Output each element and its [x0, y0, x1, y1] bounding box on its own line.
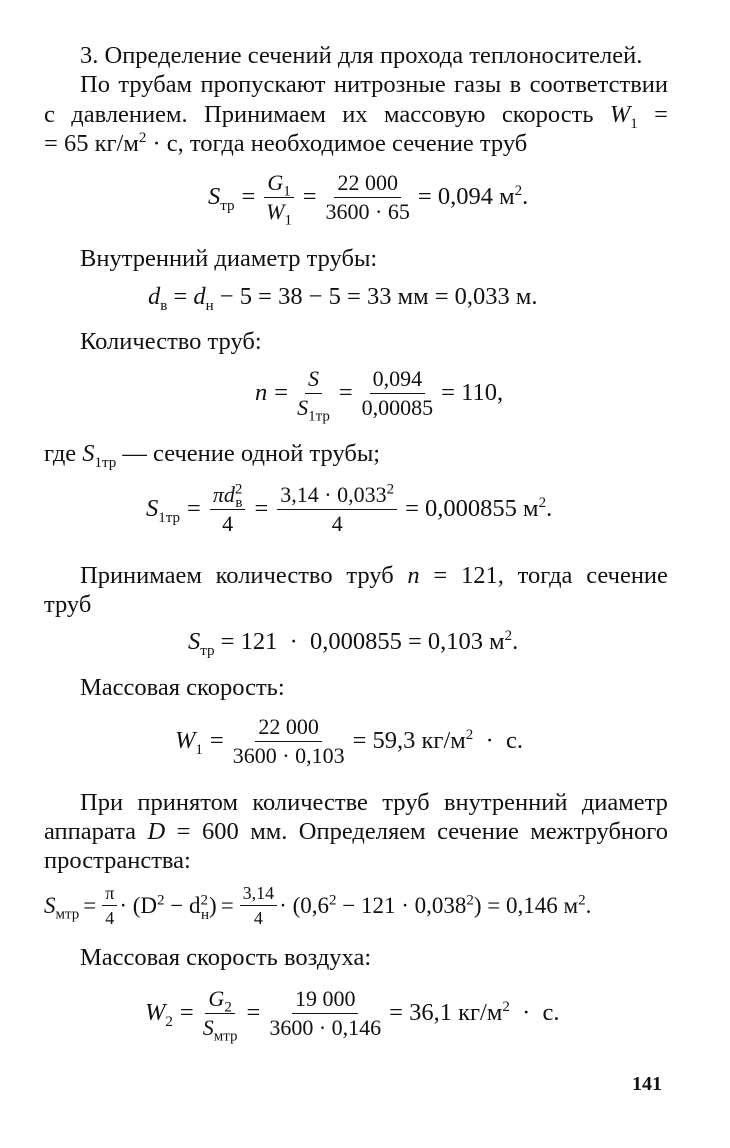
fraction: $\frac{22 000}{3600 \cdot 0,103}$: [232, 714, 345, 768]
word: количестве: [252, 789, 368, 816]
word: Определяем: [298, 818, 426, 845]
inner-diameter-label: Внутренний диаметр трубы:: [80, 245, 378, 272]
word: 121,: [461, 562, 504, 589]
paragraph-1-line-2: [44, 101, 668, 132]
word: При: [80, 789, 124, 816]
word: диаметр: [581, 789, 668, 816]
fraction: $\frac{3,14}{4}$: [240, 884, 278, 927]
where-line: где $S_{1тр}$ — сечение одной трубы;: [44, 440, 381, 471]
fraction: $\frac{S}{S_{1тр}}$: [297, 366, 330, 425]
tube-count-label: Количество труб:: [80, 328, 262, 355]
equation-s-tr-121: $S_{тр} = 121 \cdot 0,000855 = 0,103$ $м^2$.: [188, 627, 519, 659]
paragraph-1-line-1: [80, 73, 668, 98]
equation-w1: $W_1$ = $\frac{22 000}{3600 \cdot 0,103}$ = 59,3 $кг/м^2 \cdot с$.: [175, 714, 523, 768]
word: соответствии: [529, 71, 668, 98]
word: межтрубного: [530, 818, 668, 845]
word: с: [44, 101, 55, 128]
air-mass-speed-label: Массовая скорость воздуха:: [80, 944, 372, 971]
fraction: $\frac{G_1}{W_1}$: [266, 170, 292, 229]
word: принятом: [137, 789, 238, 816]
equation-s-1tr: $S_{1тр}$ = $\frac{\pi d^2_в}{4}$ = $\frac{3,14 \cdot 0,033^2}{4}$ = 0,000855 $м^2$.: [146, 481, 553, 536]
word: в: [509, 71, 522, 98]
word: внутренний: [443, 789, 568, 816]
section-heading: 3. Определение сечений для прохода теплоносителей.: [80, 42, 643, 69]
fraction: $\frac{G_2}{S_{мтр}}$: [202, 986, 238, 1045]
word: их: [342, 101, 368, 128]
word: n: [407, 562, 420, 589]
word: По: [80, 71, 110, 98]
fraction: $\frac{3,14 \cdot 0,033^2}{4}$: [277, 484, 397, 535]
paragraph-1-line-3: = 65 $кг/м^2 \cdot с$, тогда необходимое сечение труб: [44, 129, 528, 157]
word: 600: [201, 818, 239, 845]
mass-speed-label: Массовая скорость:: [80, 674, 285, 701]
word: мм.: [250, 818, 288, 845]
fraction: $\frac{19 000}{3600 \cdot 0,146}$: [269, 986, 382, 1040]
fraction: $\frac{0,094}{0,00085}$: [361, 366, 434, 420]
word: пропускают: [200, 71, 326, 98]
equation-s-mtr: $S_{мтр}$ = $\frac{\pi}{4}$ · $(D^2 - d^2_н)$ = $\frac{3,14}{4}$ · $(0,6^2 - 121 \cdot 0,038^2) = 0,146$ $м^2$.: [44, 883, 592, 928]
page-number: 141: [632, 1073, 662, 1095]
word: трубам: [118, 71, 193, 98]
paragraph-2-line-2: труб: [44, 591, 92, 618]
word: Принимаем: [80, 562, 202, 589]
equation-n: n = $\frac{S}{S_{1тр}}$ = $\frac{0,094}{0,00085}$ = 110,: [255, 366, 504, 425]
fraction: $\frac{\pi d^2_в}{4}$: [210, 484, 246, 535]
word: давлением.: [71, 101, 188, 128]
word: массовую: [383, 101, 486, 128]
word: сечение: [437, 818, 519, 845]
paragraph-3-line-1: [80, 791, 668, 816]
word: скорость: [501, 101, 594, 128]
var-w1: $W_1$: [609, 101, 638, 132]
word: D: [147, 818, 166, 845]
word: труб: [346, 562, 394, 589]
paragraph-3-line-2: [44, 820, 668, 845]
word: труб: [382, 789, 430, 816]
word: =: [176, 818, 191, 845]
word: газы: [454, 71, 502, 98]
word: количество: [215, 562, 333, 589]
word: тогда: [517, 562, 573, 589]
equation-s-tr: $S_{тр}$ = $\frac{G_1}{W_1}$ = $\frac{22 000}{3600 \cdot 65}$ = 0,094 $м^2$.: [208, 170, 529, 229]
word: Принимаем: [204, 101, 326, 128]
word: =: [433, 562, 448, 589]
equation-w2: $W_2$ = $\frac{G_2}{S_{мтр}}$ = $\frac{19 000}{3600 \cdot 0,146}$ = 36,1 $кг/м^2 \cdot с$.: [145, 986, 560, 1045]
equation-d-v: $d_в = d_н - 5 = 38 - 5 = 33$ мм = 0,033 м.: [148, 283, 538, 314]
word: аппарата: [44, 818, 137, 845]
paragraph-2-line-1: [80, 564, 668, 589]
fraction: $\frac{\pi}{4}$: [102, 884, 117, 927]
word: нитрозные: [333, 71, 446, 98]
equals: =: [654, 101, 668, 128]
paragraph-3-line-3: пространства:: [44, 847, 191, 874]
fraction: $\frac{22 000}{3600 \cdot 65}$: [325, 170, 410, 224]
word: сечение: [586, 562, 668, 589]
